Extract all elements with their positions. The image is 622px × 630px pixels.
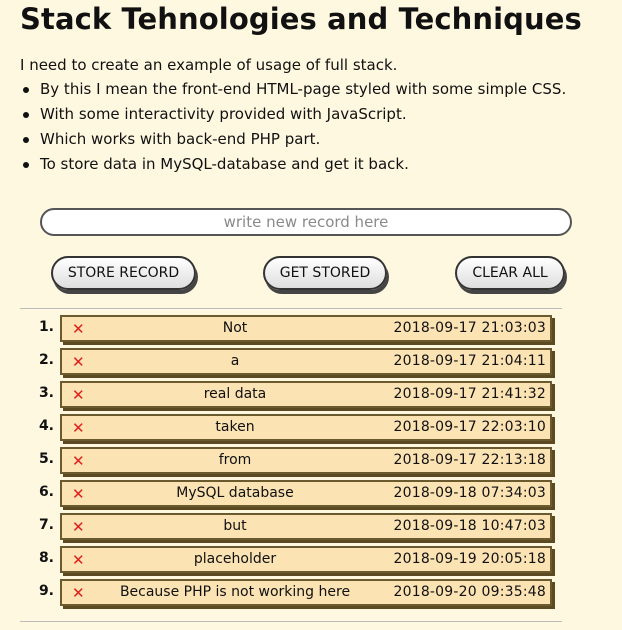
close-icon[interactable]: ✕ xyxy=(72,353,85,371)
feature-item: With some interactivity provided with JavaScript. xyxy=(20,105,566,130)
feature-list xyxy=(20,80,566,180)
divider xyxy=(20,621,562,622)
close-icon[interactable]: ✕ xyxy=(72,320,85,338)
record-timestamp: 2018-09-18 07:34:03 xyxy=(393,485,546,501)
close-icon[interactable]: ✕ xyxy=(72,485,85,503)
list-item xyxy=(20,480,554,507)
record-text: real data xyxy=(203,386,267,402)
record-number: 8. xyxy=(38,550,54,566)
record-number: 2. xyxy=(38,352,54,368)
record-timestamp: 2018-09-17 22:13:18 xyxy=(393,452,546,468)
record-timestamp: 2018-09-17 21:04:11 xyxy=(393,353,546,369)
record-text: Not xyxy=(222,320,248,336)
record-number: 7. xyxy=(38,517,54,533)
record-box xyxy=(60,579,552,606)
close-icon[interactable]: ✕ xyxy=(72,452,85,470)
record-number: 5. xyxy=(38,451,54,467)
record-box xyxy=(60,447,552,474)
record-number: 3. xyxy=(38,385,54,401)
records-list xyxy=(20,315,554,612)
store-record-button[interactable]: STORE RECORD xyxy=(51,256,196,290)
list-item xyxy=(20,579,554,606)
record-timestamp: 2018-09-17 21:41:32 xyxy=(393,386,546,402)
record-text: taken xyxy=(215,419,255,435)
record-number: 9. xyxy=(38,583,54,599)
list-item xyxy=(20,513,554,540)
record-box xyxy=(60,513,552,540)
clear-all-button[interactable]: CLEAR ALL xyxy=(455,256,565,290)
close-icon[interactable]: ✕ xyxy=(72,386,85,404)
record-timestamp: 2018-09-19 20:05:18 xyxy=(393,551,546,567)
close-icon[interactable]: ✕ xyxy=(72,551,85,569)
get-stored-button[interactable]: GET STORED xyxy=(263,256,387,290)
record-number: 6. xyxy=(38,484,54,500)
list-item xyxy=(20,381,554,408)
record-text: MySQL database xyxy=(176,485,294,501)
record-timestamp: 2018-09-20 09:35:48 xyxy=(393,584,546,600)
record-box xyxy=(60,381,552,408)
record-text: a xyxy=(230,353,240,369)
list-item xyxy=(20,447,554,474)
record-timestamp: 2018-09-18 10:47:03 xyxy=(393,518,546,534)
record-box xyxy=(60,546,552,573)
record-box xyxy=(60,348,552,375)
record-text: but xyxy=(223,518,247,534)
record-timestamp: 2018-09-17 21:03:03 xyxy=(393,320,546,336)
divider xyxy=(20,308,562,309)
record-number: 4. xyxy=(38,418,54,434)
list-item xyxy=(20,315,554,342)
close-icon[interactable]: ✕ xyxy=(72,419,85,437)
page-title: Stack Tehnologies and Techniques xyxy=(20,2,582,36)
close-icon[interactable]: ✕ xyxy=(72,584,85,602)
record-text: from xyxy=(218,452,252,468)
new-record-input[interactable] xyxy=(40,208,572,236)
list-item xyxy=(20,546,554,573)
feature-item: To store data in MySQL-database and get it back. xyxy=(20,155,566,180)
feature-item: Which works with back-end PHP part. xyxy=(20,130,566,155)
record-box xyxy=(60,315,552,342)
record-text: placeholder xyxy=(193,551,277,567)
list-item xyxy=(20,348,554,375)
record-box xyxy=(60,480,552,507)
record-text: Because PHP is not working here xyxy=(119,584,351,600)
record-timestamp: 2018-09-17 22:03:10 xyxy=(393,419,546,435)
close-icon[interactable]: ✕ xyxy=(72,518,85,536)
record-box xyxy=(60,414,552,441)
record-number: 1. xyxy=(38,319,54,335)
list-item xyxy=(20,414,554,441)
feature-item: By this I mean the front-end HTML-page styled with some simple CSS. xyxy=(20,80,566,105)
intro-text: I need to create an example of usage of full stack. xyxy=(20,56,398,74)
